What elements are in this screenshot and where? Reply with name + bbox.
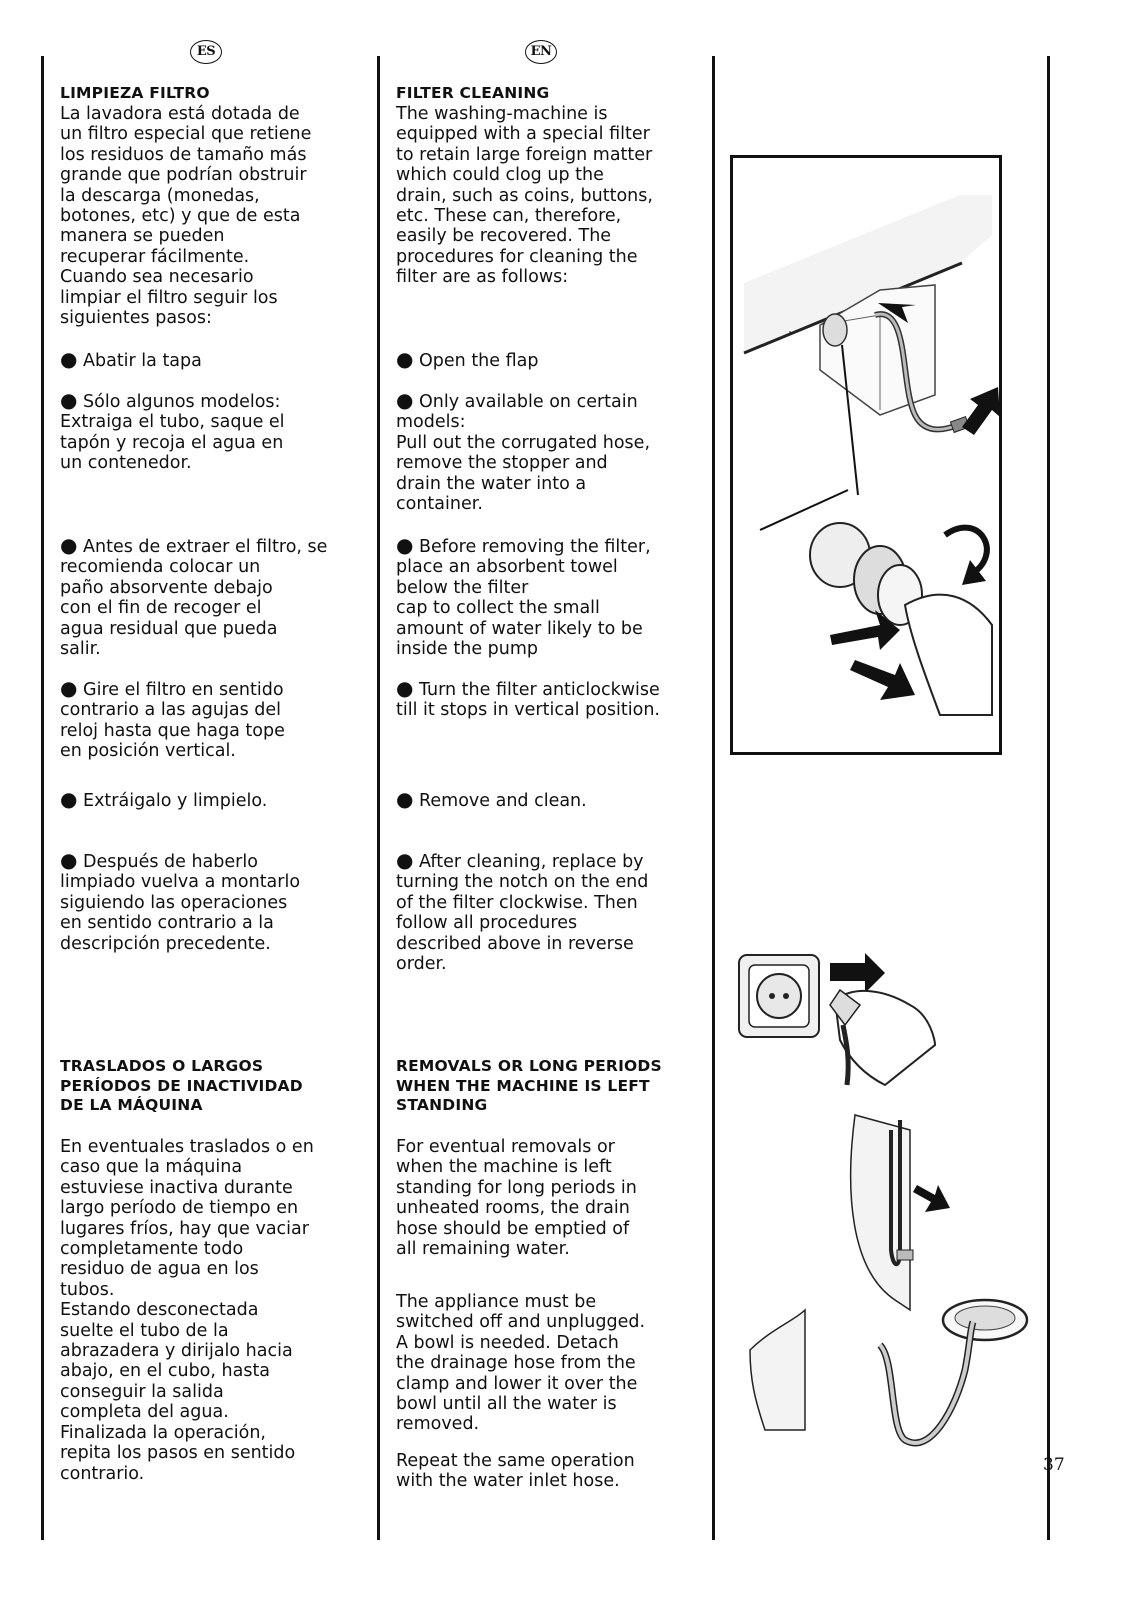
es-step-2: ● Sólo algunos modelos: Extraiga el tubo, saque el tapón y recoja el agua en un contenedor. — [60, 388, 285, 474]
en-step-2: ● Only available on certain models: Pull out the corrugated hose, remove the stopper and drain the water into a container. — [396, 388, 651, 515]
es-step-5: ● Extráigalo y limpielo. — [60, 787, 268, 811]
es-step-1: ● Abatir la tapa — [60, 347, 202, 371]
column-divider-right — [712, 56, 715, 1540]
es-step-4: ● Gire el filtro en sentido contrario a las agujas del reloj hasta que haga tope en posición vertical. — [60, 676, 285, 762]
en-step-6: ● After cleaning, replace by turning the notch on the end of the filter clockwise. Then follow all procedures described above in reverse order. — [396, 848, 649, 975]
en-removal-text-3: Repeat the same operation with the water inlet hose. — [396, 1451, 635, 1492]
column-divider-far-right — [1047, 56, 1050, 1540]
es-filter-intro: La lavadora está dotada de un filtro especial que retiene los residuos de tamaño más grande que podrían obstruir la descarga (monedas, botones, etc) y que de esta manera se pueden recuperar fácilmente. Cuando sea necesario limpiar el filtro seguir los siguientes pasos: — [60, 104, 312, 329]
es-step-3: ● Antes de extraer el filtro, se recomienda colocar un paño absorvente debajo con el fin de recoger el agua residual que pueda salir. — [60, 533, 328, 660]
column-divider-middle — [377, 56, 380, 1540]
es-removal-title: TRASLADOS O LARGOS PERÍODOS DE INACTIVIDAD DE LA MÁQUINA — [60, 1057, 303, 1114]
language-badge-en: EN — [525, 40, 557, 64]
en-removal-text: For eventual removals or when the machine is left standing for long periods in unheated rooms, the drain hose should be emptied of all remaining water. — [396, 1137, 637, 1260]
en-step-4: ● Turn the filter anticlockwise till it stops in vertical position. — [396, 676, 660, 721]
en-step-3: ● Before removing the filter, place an absorbent towel below the filter cap to collect the small amount of water likely to be inside the pump — [396, 533, 651, 660]
es-step-6: ● Después de haberlo limpiado vuelva a montarlo siguiendo las operaciones en sentido contrario a la descripción precedente. — [60, 848, 301, 954]
en-filter-intro: The washing-machine is equipped with a special filter to retain large foreign matter which could clog up the drain, such as coins, buttons, etc. These can, therefore, easily be recovered. The procedures for cleaning the filter are as follows: — [396, 104, 653, 288]
column-divider-left — [41, 56, 44, 1540]
en-step-1: ● Open the flap — [396, 347, 539, 371]
en-filter-title: FILTER CLEANING — [396, 84, 550, 102]
drain-hose-bowl-illustration — [745, 1100, 1035, 1480]
es-removal-text: En eventuales traslados o en caso que la máquina estuviese inactiva durante largo período de tiempo en lugares fríos, hay que vaciar completamente todo residuo de agua en los tubos. Estando desconectada suelte el tubo de la abrazadera y dirijalo hacia abajo, en el cubo, hasta conseguir la salida completa del agua. Finalizada la operación, repita los pasos en sentido contrario. — [60, 1137, 314, 1484]
en-removal-text-2: The appliance must be switched off and unplugged. A bowl is needed. Detach the drainage hose from the clamp and lower it over the bowl until all the water is removed. — [396, 1292, 646, 1435]
en-removal-title: REMOVALS OR LONG PERIODS WHEN THE MACHINE IS LEFT STANDING — [396, 1057, 662, 1114]
en-step-5: ● Remove and clean. — [396, 787, 587, 811]
page-number: 37 — [1043, 1455, 1065, 1475]
unplug-illustration — [735, 945, 945, 1095]
filter-cleaning-illustration — [730, 155, 1002, 755]
es-filter-title: LIMPIEZA FILTRO — [60, 84, 210, 102]
language-badge-es: ES — [190, 40, 222, 64]
